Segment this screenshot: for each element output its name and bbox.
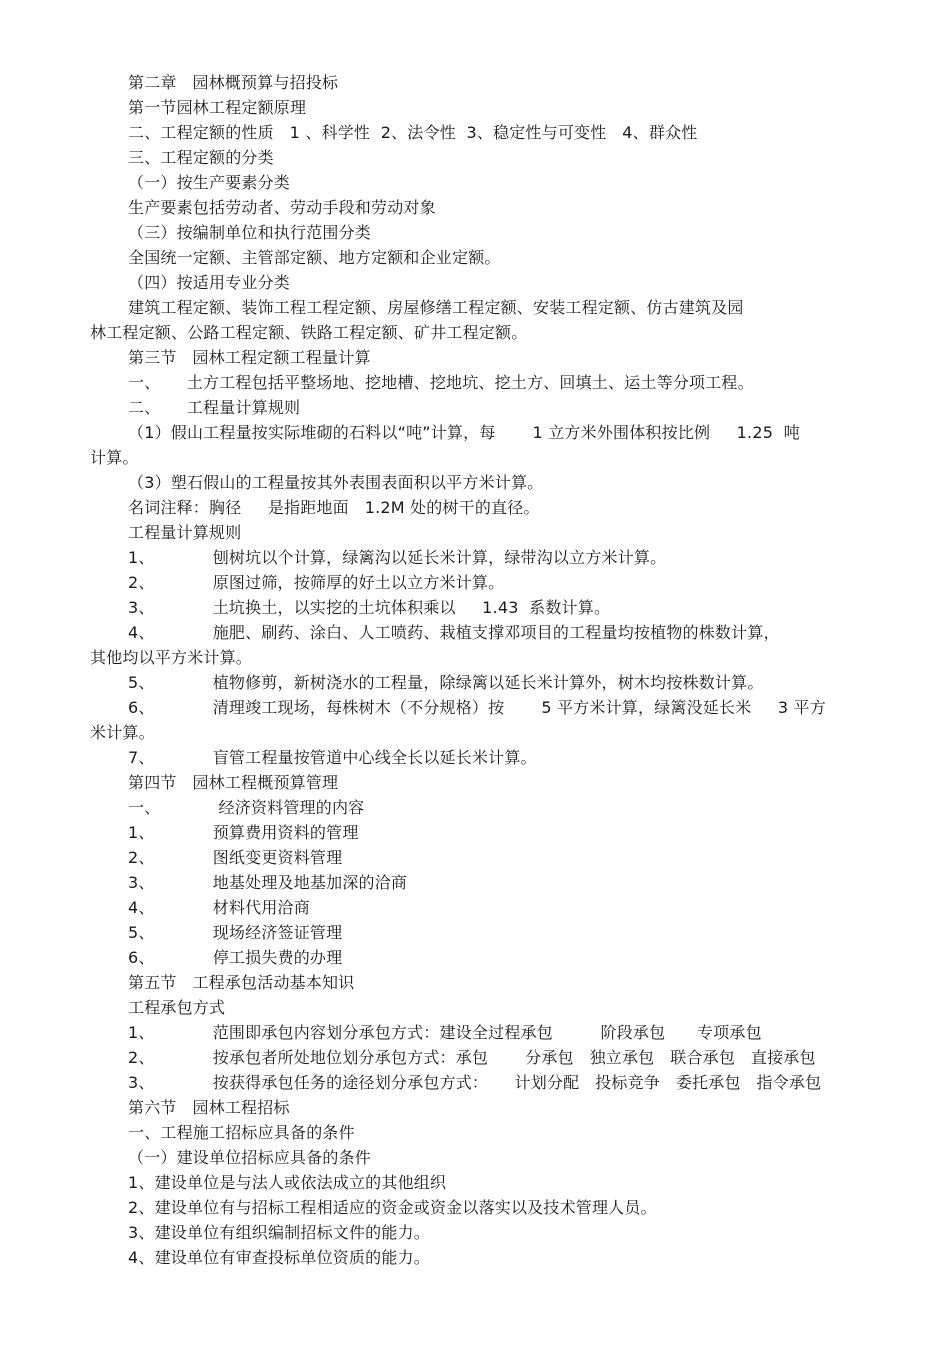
list-item: 5、 植物修剪，新树浇水的工程量，除绿篱以延长米计算外，树木均按株数计算。 [128,673,764,692]
section-heading: 第六节 园林工程招标 [128,1098,290,1117]
chapter-title: 第二章 园林概预算与招投标 [128,73,339,92]
text-line: 建筑工程定额、装饰工程工程定额、房屋修缮工程定额、安装工程定额、仿古建筑及园 [128,298,744,317]
list-item: 6、 停工损失费的办理 [128,948,343,967]
text-line: 其他均以平方米计算。 [90,648,253,667]
text-line: 二、工程定额的性质 1 、科学性 2、法令性 3、稳定性与可变性 4、群众性 [128,123,698,142]
list-item: 7、 盲管工程量按管道中心线全长以延长米计算。 [128,748,537,767]
text-line: （1）假山工程量按实际堆砌的石料以“吨”计算，每 1 立方米外围体积按比例 1.25 吨 [128,423,800,442]
text-line: 计算。 [90,448,139,467]
list-item: 3、建设单位有组织编制招标文件的能力。 [128,1223,430,1242]
list-item: 2、 按承包者所处地位划分承包方式：承包 分承包 独立承包 联合承包 直接承包 [128,1048,816,1067]
section-heading: 第五节 工程承包活动基本知识 [128,973,355,992]
list-item: 4、建设单位有审查投标单位资质的能力。 [128,1248,430,1267]
text-line: 一、 经济资料管理的内容 [128,798,365,817]
list-item: 4、 施肥、刷药、涂白、人工喷药、栽植支撑邓项目的工程量均按植物的株数计算， [128,623,780,642]
text-line: 二、 工程量计算规则 [128,398,301,417]
list-item: 2、 原图过筛，按筛厚的好土以立方米计算。 [128,573,505,592]
text-line: 生产要素包括劳动者、劳动手段和劳动对象 [128,198,436,217]
section-heading: 第三节 园林工程定额工程量计算 [128,348,371,367]
list-item: 3、 土坑换土，以实挖的土坑体积乘以 1.43 系数计算。 [128,598,611,617]
text-line: 林工程定额、公路工程定额、铁路工程定额、矿井工程定额。 [90,323,528,342]
list-item: 3、 地基处理及地基加深的洽商 [128,873,408,892]
text-line: （三）按编制单位和执行范围分类 [128,223,372,242]
list-item: 1、建设单位是与法人或依法成立的其他组织 [128,1173,447,1192]
text-line: （一）按生产要素分类 [128,173,291,192]
text-line: 一、 土方工程包括平整场地、挖地槽、挖地坑、挖土方、回填土、运土等分项工程。 [128,373,754,392]
text-line: （3）塑石假山的工程量按其外表围表面积以平方米计算。 [128,473,544,492]
text-line: 工程量计算规则 [128,523,242,542]
list-item: 1、 范围即承包内容划分承包方式：建设全过程承包 阶段承包 专项承包 [128,1023,762,1042]
text-line: （四）按适用专业分类 [128,273,291,292]
list-item: 6、 清理竣工现场，每株树木（不分规格）按 5 平方米计算，绿篱没延长米 3 平方 [128,698,826,717]
list-item: 1、 刨树坑以个计算，绿篱沟以延长米计算，绿带沟以立方米计算。 [128,548,667,567]
text-line: 米计算。 [90,723,155,742]
text-line: 全国统一定额、主管部定额、地方定额和企业定额。 [128,248,501,267]
list-item: 4、 材料代用洽商 [128,898,310,917]
list-item: 2、 图纸变更资料管理 [128,848,343,867]
section-heading: 第四节 园林工程概预算管理 [128,773,339,792]
list-item: 1、 预算费用资料的管理 [128,823,359,842]
list-item: 5、 现场经济签证管理 [128,923,343,942]
text-line: （一）建设单位招标应具备的条件 [128,1148,372,1167]
list-item: 2、建设单位有与招标工程相适应的资金或资金以落实以及技术管理人员。 [128,1198,657,1217]
text-line: 三、工程定额的分类 [128,148,274,167]
text-line: 名词注释：胸径 是指距地面 1.2M 处的树干的直径。 [128,498,540,517]
text-line: 工程承包方式 [128,998,226,1017]
section-heading: 第一节园林工程定额原理 [128,98,307,117]
text-line: 一、工程施工招标应具备的条件 [128,1123,355,1142]
list-item: 3、 按获得承包任务的途径划分承包方式： 计划分配 投标竞争 委托承包 指令承包 [128,1073,822,1092]
